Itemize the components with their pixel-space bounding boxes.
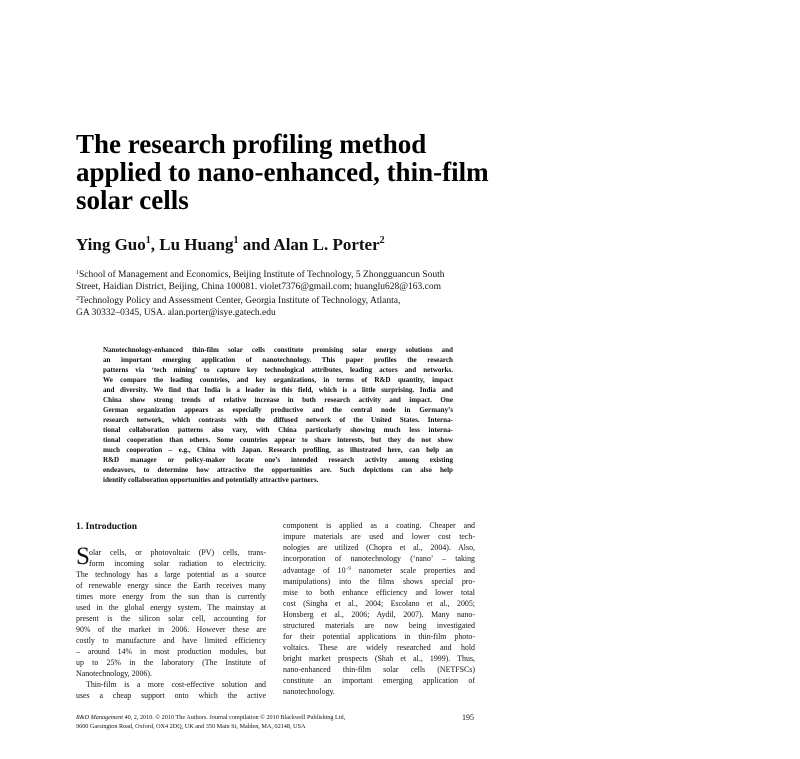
title-line: The research profiling method (76, 129, 427, 159)
abstract-line: tional cooperation than others. Some countries appear to share interests, but they do not show (103, 436, 453, 444)
body-line: The technology has a large potential as a source (76, 570, 266, 579)
body-line: olar cells, or photovoltaic (PV) cells, trans- (89, 548, 266, 557)
body-line: Thin-film is a more cost-effective solution and (86, 680, 266, 689)
body-line: advantage of $10^{-9}$ nanometer scale properties and (283, 566, 475, 575)
body-line: bright market prospects (Shah et al., 1999). Thus, (283, 654, 475, 663)
abstract-line: China show strong trends of relative increase in both research activity and impact. One (103, 396, 453, 404)
body-line: costly to manufacture and have limited efficiency (76, 636, 266, 645)
abstract-line: German organization appears as especially productive and the central node in Germany’s (103, 406, 453, 414)
body-line: for their potential applications in thin-film photo- (283, 632, 475, 641)
body-line: mise to both enhance efficiency and lower total (283, 588, 475, 597)
body-line: nano-enhanced thin-film solar cells (NETFSCs) (283, 665, 475, 674)
author-affiliation-mark: 1 (233, 235, 239, 246)
body-line: used in the global energy system. The mainstay at (76, 603, 266, 612)
footer-line: 9600 Garsington Road, Oxford, OX4 2DQ, UK and 350 Main St, Malden, MA, 02148, USA (76, 723, 306, 730)
body-line: impure materials are used and lower cost tech- (283, 532, 475, 541)
body-line: constitute an important emerging application of (283, 676, 475, 685)
affiliation-mark: 1 (76, 270, 79, 276)
abstract-line: and diversity. We find that India is a leader in this field, which is a little surprising. India and (103, 386, 453, 394)
body-line: times more energy from the sun than is currently (76, 592, 266, 601)
drop-cap: S (76, 543, 90, 570)
abstract-line: identify collaboration opportunities and potentially attractive partners. (103, 476, 319, 484)
journal-name: R&D Management (76, 714, 123, 721)
author-name: and Alan L. Porter (238, 235, 380, 254)
page-number: 195 (462, 713, 474, 722)
author-name: Ying Guo (76, 235, 146, 254)
body-line: up to 25% in the laboratory (The Institute of (76, 658, 266, 667)
abstract-line: We compare the leading countries, and key organizations, in terms of R&D quantity, impact (103, 376, 453, 384)
abstract-line: research network, which contrasts with the diffused network of the United States. Interna- (103, 416, 453, 424)
body-line: Honsberg et al., 2006; Aydil, 2007). Many nano- (283, 610, 475, 619)
title-line: solar cells (76, 185, 189, 215)
paper-title (76, 130, 516, 214)
affiliations (76, 267, 496, 319)
body-line: 90% of the market in 2006. However these are (76, 625, 266, 634)
body-line: manipulations) into the films shows special pro- (283, 577, 475, 586)
body-line: nanotechnology. (283, 687, 335, 696)
body-line: – around 14% in most production modules, but (76, 647, 266, 656)
body-line: uses a cheap support onto which the active (76, 691, 266, 700)
body-line: voltaics. These are widely researched and hold (283, 643, 475, 652)
abstract-line: endeavors, to determine how attractive the opportunities are. Such depictions can also help (103, 466, 453, 474)
author-affiliation-mark: 2 (379, 235, 385, 246)
abstract-line: patterns via ‘tech mining’ to capture key technological attributes, leading actors and networks. (103, 366, 453, 374)
author-list (76, 235, 385, 255)
affiliation-line: GA 30332–0345, USA. alan.porter@isye.gatech.edu (76, 308, 276, 318)
body-line: nologies are utilized (Chopra et al., 2004). Also, (283, 543, 475, 552)
abstract-line: Nanotechnology-enhanced thin-film solar cells constitute promising solar energy solutions and (103, 346, 453, 354)
affiliation-mark: 2 (76, 296, 79, 302)
body-line: component is applied as a coating. Cheaper and (283, 521, 475, 530)
body-line: of renewable energy since the Earth receives many (76, 581, 266, 590)
body-line: present is the silicon solar cell, accounting for (76, 614, 266, 623)
abstract-line: tional collaboration patterns also vary, with China particularly showing much less interna- (103, 426, 453, 434)
body-line: cost (Singha et al., 2004; Escolano et al., 2005; (283, 599, 475, 608)
title-line: applied to nano-enhanced, thin-film (76, 157, 489, 187)
body-line: form incoming solar radiation to electricity. (89, 559, 266, 568)
author-name: , Lu Huang (150, 235, 234, 254)
abstract-line: R&D manager or policy-maker locate one’s intended research activity among existing (103, 456, 453, 464)
page-footer (76, 713, 345, 731)
footer-line: R&D Management 40, 2, 2010. © 2010 The Authors. Journal compilation © 2010 Blackwell Publishing Ltd, (76, 714, 346, 721)
author-affiliation-mark: 1 (145, 235, 151, 246)
abstract-line: an important emerging application of nanotechnology. This paper profiles the research (103, 356, 453, 364)
affiliation-line: $^2$Technology Policy and Assessment Center, Georgia Institute of Technology, Atlanta, (76, 296, 401, 306)
body-line: incorporation of nanotechnology (‘nano’ – taking (283, 554, 475, 563)
body-column-left (76, 547, 266, 701)
section-heading: 1. Introduction (76, 522, 138, 532)
exponent: −9 (345, 567, 351, 572)
affiliation-line: Street, Haidian District, Beijing, China 100081. violet7376@gmail.com; huanglu628@163.com (76, 282, 441, 292)
body-column-right (283, 520, 475, 697)
abstract-line: much cooperation – e.g., China with Japan. Research profiling, as illustrated here, can help an (103, 446, 453, 454)
body-line: structured materials are now being investigated (283, 621, 475, 630)
abstract (103, 345, 453, 485)
body-line: Nanotechnology, 2006). (76, 669, 152, 678)
affiliation-line: $^1$School of Management and Economics, Beijing Institute of Technology, 5 Zhongguancun South (76, 270, 445, 280)
